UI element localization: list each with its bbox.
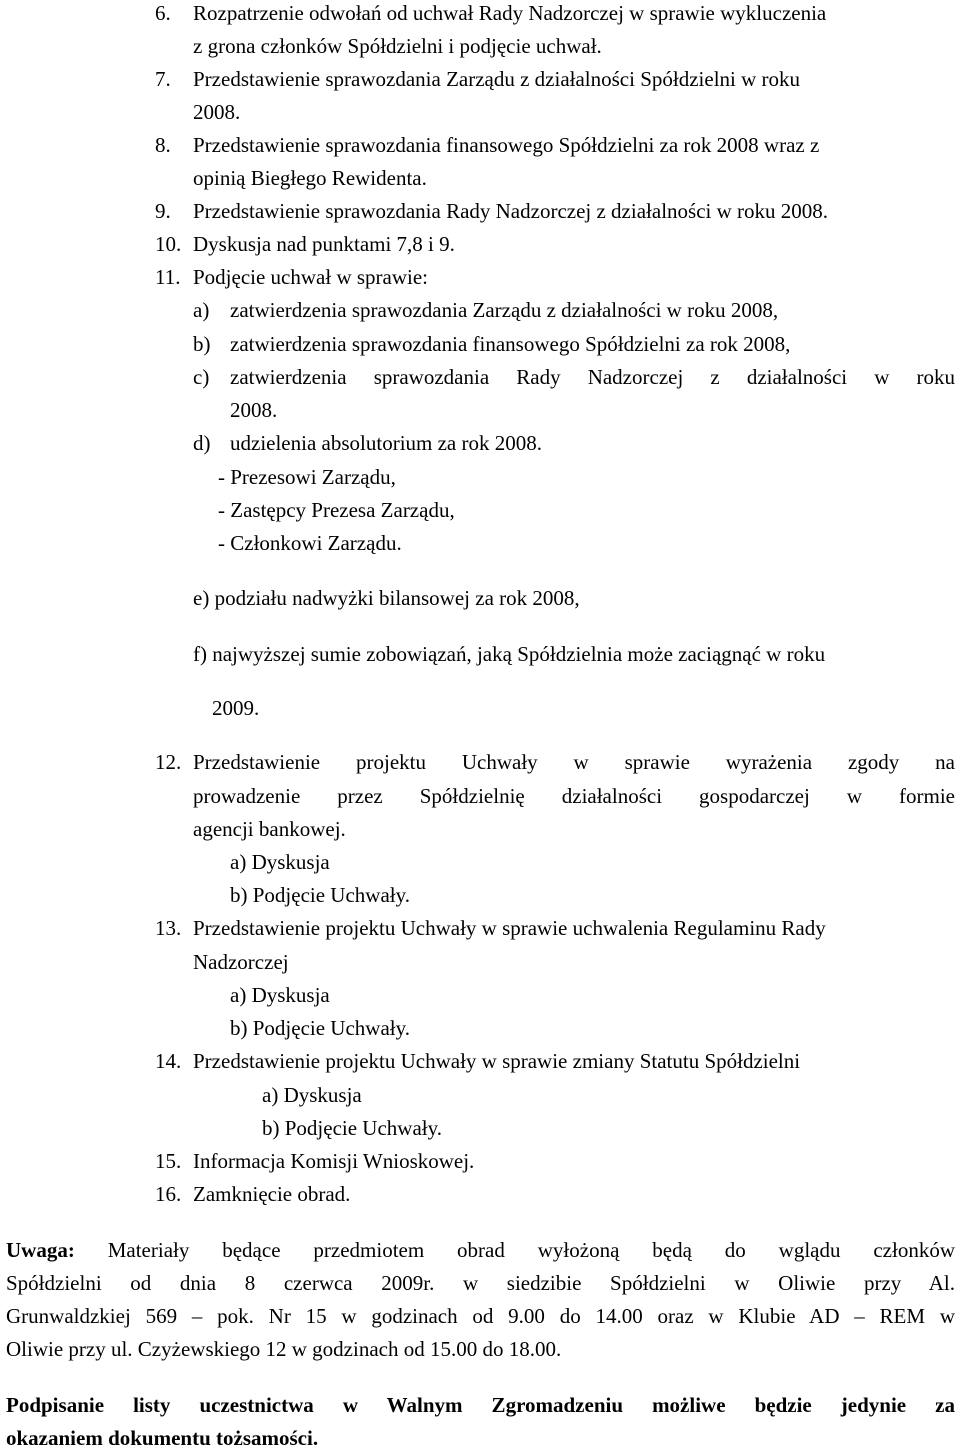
agenda-item-10-number: 10.: [155, 232, 182, 256]
item-14-a-discussion: a) Dyskusja: [262, 1083, 362, 1107]
item-13-a-discussion: a) Dyskusja: [230, 983, 330, 1007]
item-11-a-label: a): [193, 298, 210, 322]
agenda-item-6-number: 6.: [155, 1, 171, 25]
agenda-item-15-number: 15.: [155, 1149, 182, 1173]
note-label: Uwaga:: [6, 1238, 75, 1262]
agenda-item-6-text-cont: z grona członków Spółdzielni i podjęcie uchwał.: [193, 34, 602, 58]
item-11-a-text: zatwierdzenia sprawozdania Zarządu z działalności w roku 2008,: [230, 298, 779, 322]
agenda-item-11-number: 11.: [155, 265, 181, 289]
note-text-line4: Oliwie przy ul. Czyżewskiego 12 w godzinach od 15.00 do 18.00.: [6, 1337, 562, 1361]
agenda-item-12-text-cont2: agencji bankowej.: [193, 817, 346, 841]
agenda-item-8-text: Przedstawienie sprawozdania finansowego Spółdzielni za rok 2008 wraz z: [193, 133, 820, 157]
note-paragraph-line1: [6, 1240, 955, 1261]
item-11-c-text: zatwierdzenia sprawozdania Rady Nadzorczej z działalności w roku: [230, 365, 955, 389]
agenda-item-7-number: 7.: [155, 67, 171, 91]
note-text-line3: Grunwaldzkiej 569 – pok. Nr 15 w godzinach od 9.00 do 14.00 oraz w Klubie AD – REM w: [6, 1304, 955, 1328]
item-12-a-discussion: a) Dyskusja: [230, 850, 330, 874]
agenda-item-12-text: Przedstawienie projektu Uchwały w sprawie wyrażenia zgody na: [193, 750, 955, 774]
agenda-item-15-text: Informacja Komisji Wnioskowej.: [193, 1149, 475, 1173]
agenda-item-8-number: 8.: [155, 133, 171, 157]
item-12-b-resolution: b) Podjęcie Uchwały.: [230, 883, 410, 907]
item-11-d-label: d): [193, 431, 211, 455]
agenda-item-13-text: Przedstawienie projektu Uchwały w sprawie uchwalenia Regulaminu Rady: [193, 916, 826, 940]
agenda-item-7-text-cont: 2008.: [193, 100, 241, 124]
item-11-f-text-cont: 2009.: [212, 696, 260, 720]
signing-notice-line1: Podpisanie listy uczestnictwa w Walnym Zgromadzeniu możliwe będzie jedynie za: [6, 1393, 955, 1417]
agenda-item-16-text: Zamknięcie obrad.: [193, 1182, 351, 1206]
agenda-item-9-text: Przedstawienie sprawozdania Rady Nadzorczej z działalności w roku 2008.: [193, 199, 829, 223]
agenda-item-10-text: Dyskusja nad punktami 7,8 i 9.: [193, 232, 455, 256]
item-11-d-sub-board-member: - Członkowi Zarządu.: [218, 531, 402, 555]
item-11-b-text: zatwierdzenia sprawozdania finansowego Spółdzielni za rok 2008,: [230, 332, 791, 356]
item-11-b-label: b): [193, 332, 211, 356]
item-13-b-resolution: b) Podjęcie Uchwały.: [230, 1016, 410, 1040]
item-11-d-sub-vice-president: - Zastępcy Prezesa Zarządu,: [218, 498, 455, 522]
agenda-item-8-text-cont: opinią Biegłego Rewidenta.: [193, 166, 427, 190]
note-text-line2: Spółdzielni od dnia 8 czerwca 2009r. w siedzibie Spółdzielni w Oliwie przy Al.: [6, 1271, 955, 1295]
item-11-f-text: f) najwyższej sumie zobowiązań, jaką Spółdzielnia może zaciągnąć w roku: [193, 642, 826, 666]
item-14-b-resolution: b) Podjęcie Uchwały.: [262, 1116, 442, 1140]
item-11-c-label: c): [193, 365, 210, 389]
item-11-c-text-cont: 2008.: [230, 398, 278, 422]
agenda-item-13-number: 13.: [155, 916, 182, 940]
agenda-item-6-text: Rozpatrzenie odwołań od uchwał Rady Nadzorczej w sprawie wykluczenia: [193, 1, 827, 25]
agenda-item-13-text-cont: Nadzorczej: [193, 950, 289, 974]
agenda-item-16-number: 16.: [155, 1182, 182, 1206]
agenda-item-14-text: Przedstawienie projektu Uchwały w sprawie zmiany Statutu Spółdzielni: [193, 1049, 801, 1073]
note-text-line1: Materiały będące przedmiotem obrad wyłożoną będą do wglądu członków: [107, 1238, 956, 1262]
agenda-item-12-number: 12.: [155, 750, 182, 774]
agenda-item-14-number: 14.: [155, 1049, 182, 1073]
agenda-item-11-text: Podjęcie uchwał w sprawie:: [193, 265, 429, 289]
item-11-d-text: udzielenia absolutorium za rok 2008.: [230, 431, 542, 455]
item-11-d-sub-president: - Prezesowi Zarządu,: [218, 465, 396, 489]
agenda-item-7-text: Przedstawienie sprawozdania Zarządu z działalności Spółdzielni w roku: [193, 67, 801, 91]
agenda-item-12-text-cont1: prowadzenie przez Spółdzielnię działalności gospodarczej w formie: [193, 784, 955, 808]
item-11-e-text: e) podziału nadwyżki bilansowej za rok 2008,: [193, 586, 580, 610]
agenda-item-9-number: 9.: [155, 199, 171, 223]
signing-notice-line2: okazaniem dokumentu tożsamości.: [6, 1426, 319, 1450]
